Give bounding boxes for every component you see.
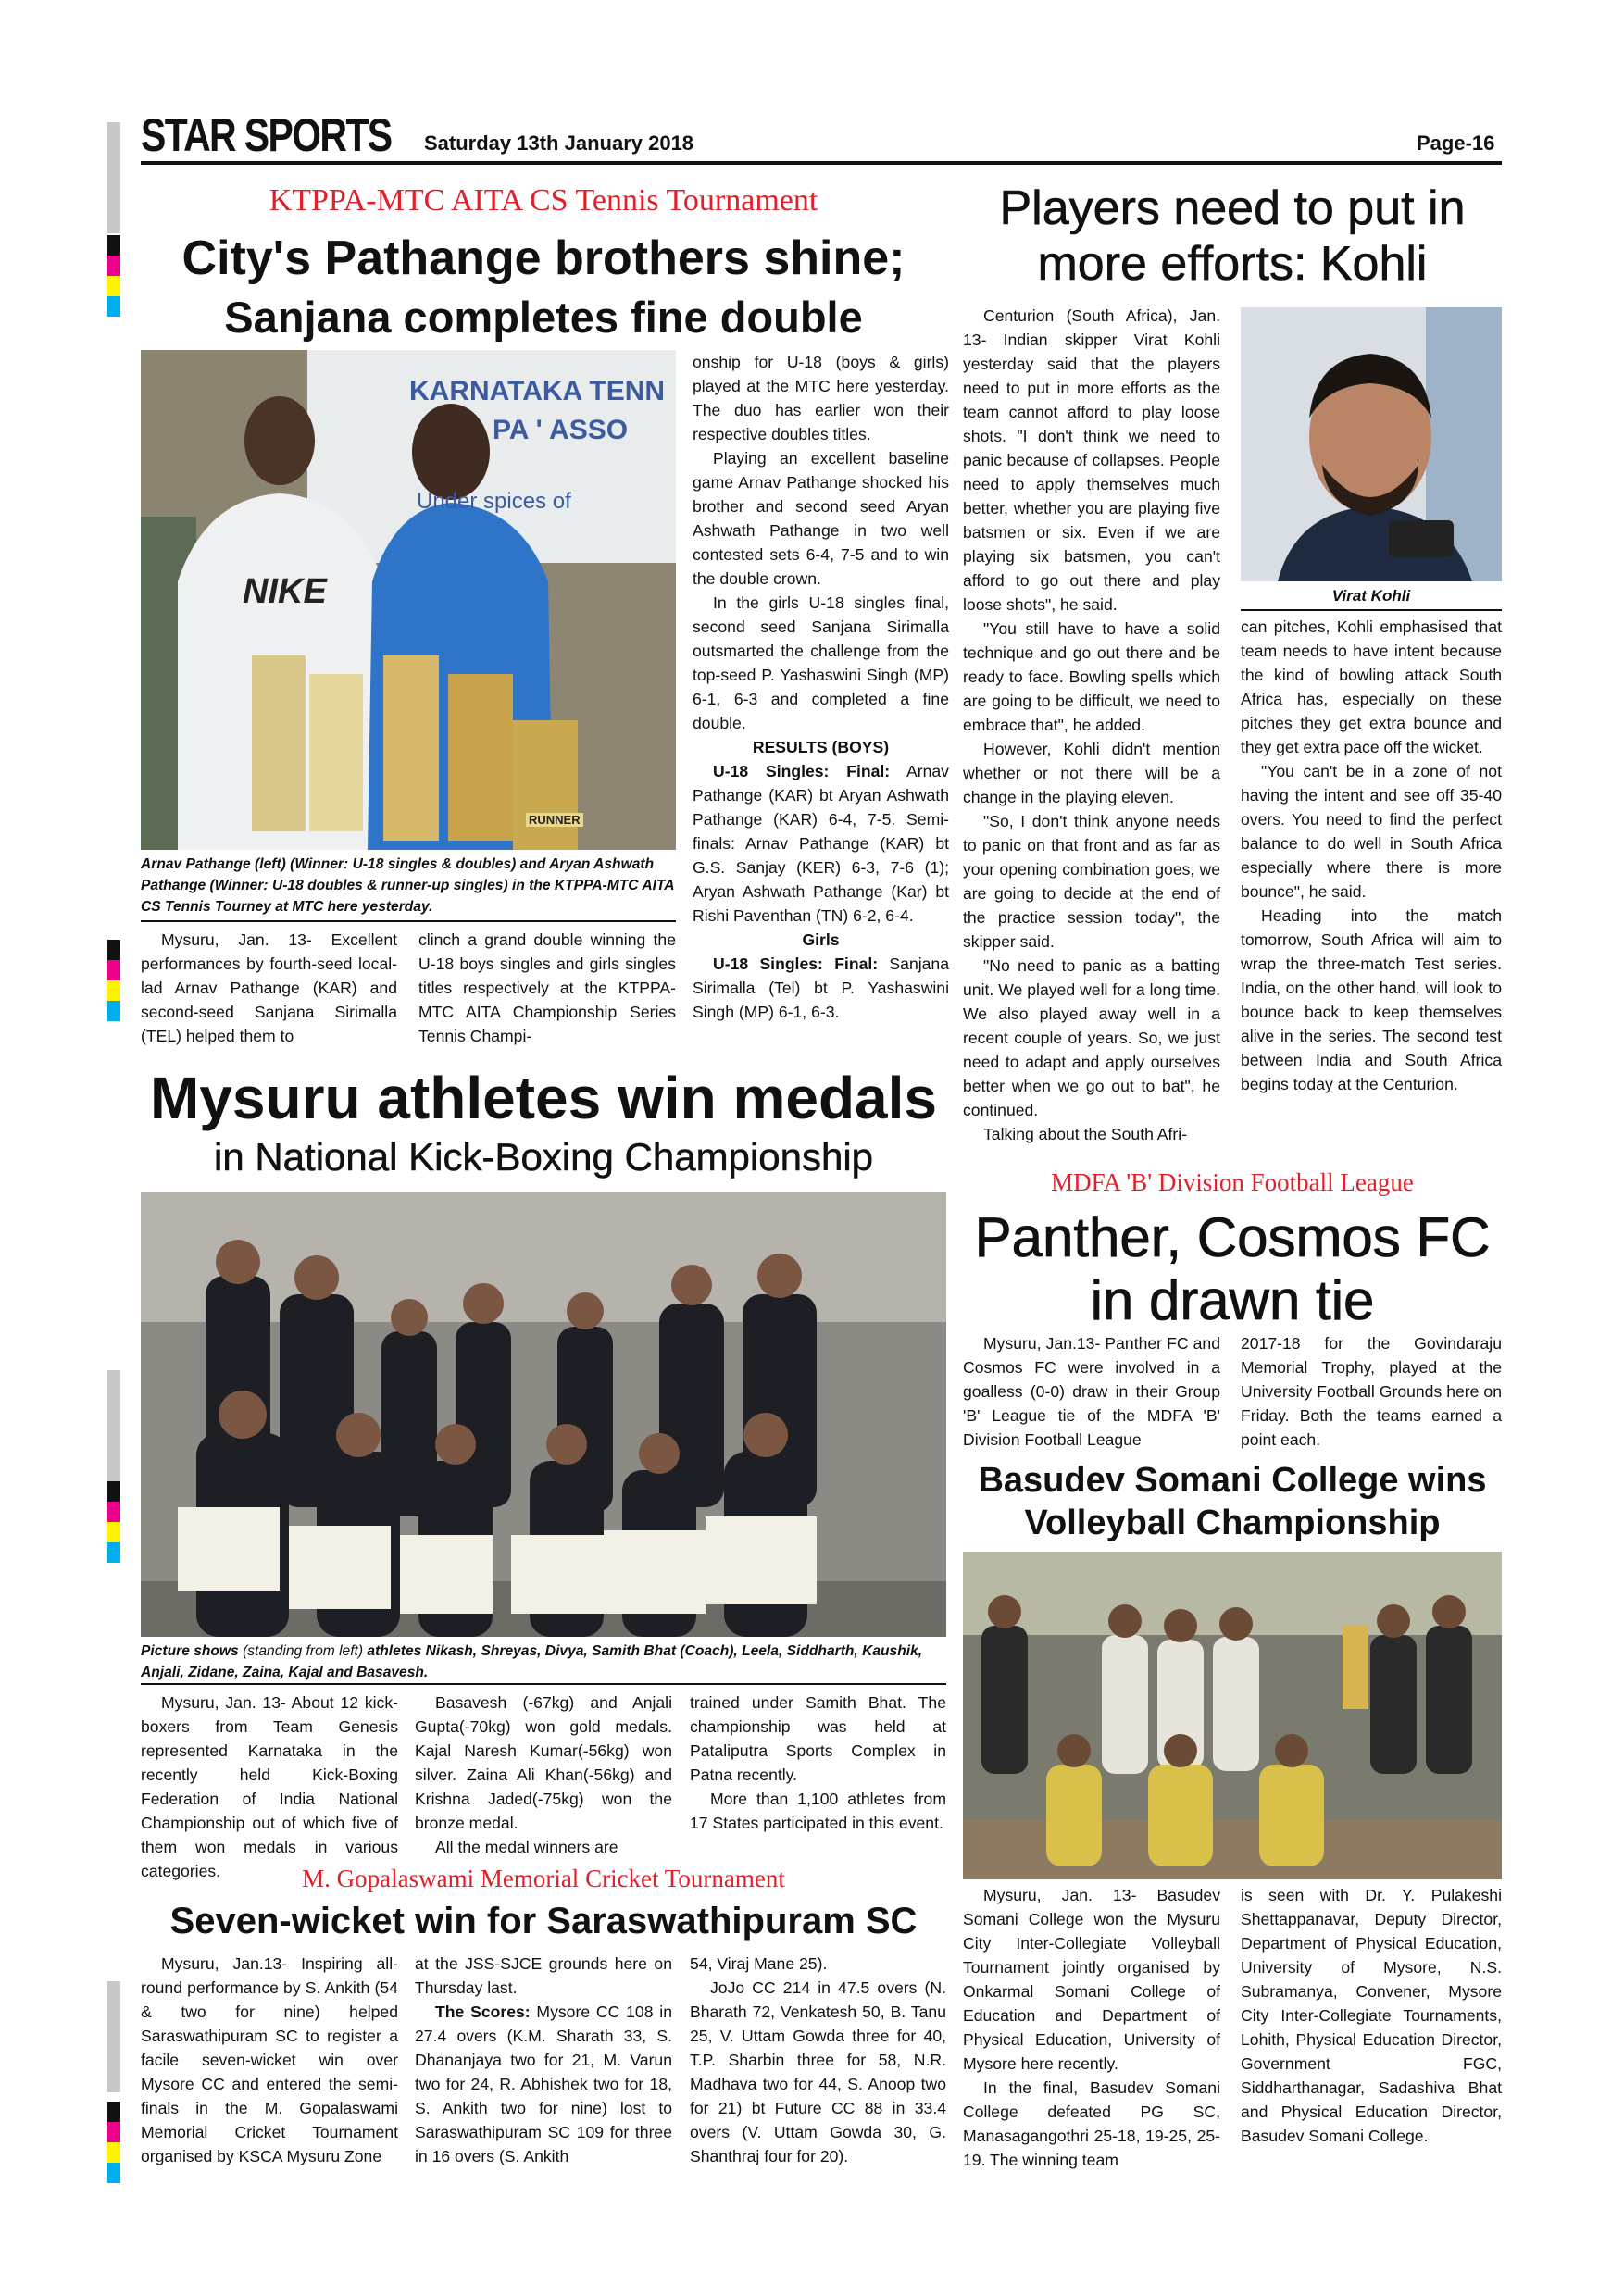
tennis-caption-rule — [141, 920, 676, 922]
cricket-scores-text: Mysore CC 108 in 27.4 overs (K.M. Sharath 33, S. Dhananjaya two for 21, M. Varun two for 24, R. Abhishek two for 18, S. Ankith two for nine) lost to Saraswathipuram SC 109 for three in 16 overs (S. Ankith — [415, 2003, 672, 2165]
kohli-col1-p3: However, Kohli didn't mention whether or not there will be a change in the playing eleven. — [963, 740, 1220, 806]
tennis-col-3 — [693, 350, 949, 1054]
volleyball-headline-line1: Basudev Somani College wins — [978, 1461, 1487, 1500]
tennis-boys-results — [693, 759, 949, 928]
registration-mark-cyan-4 — [107, 2163, 120, 2183]
kickboxing-photo-illustration — [141, 1192, 946, 1637]
masthead-rule — [141, 161, 1502, 165]
football-col-1 — [963, 1331, 1220, 1452]
cricket-col1-text: Mysuru, Jan.13- Inspiring all-round performance by S. Ankith (54 & two for nine) helped Saraswathipuram SC to register a facile seven-wicket win over Mysore CC and entered the semi-finals in the M. Gopalaswami Memorial Cricket Tournament organised by KSCA Mysuru Zone — [141, 1954, 398, 2165]
registration-mark-magenta-4 — [107, 2122, 120, 2142]
tennis-kicker: KTPPA-MTC AITA CS Tennis Tournament — [269, 183, 818, 218]
tennis-shirt-text: NIKE — [243, 572, 327, 611]
tennis-headline-line1: City's Pathange brothers shine; — [181, 231, 906, 285]
registration-mark-cyan-3 — [107, 1542, 120, 1563]
registration-mark-black-2 — [107, 940, 120, 960]
registration-mark-black-3 — [107, 1481, 120, 1502]
tennis-col3-p2: Playing an excellent baseline game Arnav Pathange shocked his brother and second seed Aryan Ashwath Pathange in two well contested sets 6-4, 7-5 and to win the double crown. — [693, 449, 949, 588]
masthead-brand: STAR SPORTS — [141, 109, 392, 161]
kickboxing-photo-caption — [141, 1641, 946, 1683]
cricket-headline: Seven-wicket win for Saraswathipuram SC — [169, 1901, 918, 1941]
masthead-date: Saturday 13th January 2018 — [424, 131, 694, 155]
kickboxing-caption-c: athletes Nikash, Shreyas, Divya, Samith Bhat (Coach), Leela, Siddharth, Kaushik, Anjali, Zidane, Zaina, Kajal and Basavesh. — [141, 1643, 923, 1680]
tennis-trophy-label: RUNNER — [526, 813, 583, 827]
kohli-caption-rule — [1241, 609, 1502, 611]
kohli-col2-p2: "You can't be in a zone of not having the intent and see off 35-40 overs. You need to find the perfect balance to do well in South Africa especially where there is more bounce", he said. — [1241, 762, 1502, 901]
kohli-headline-line1: Players need to put in — [999, 181, 1466, 235]
registration-bar-top-gray — [107, 122, 120, 233]
kohli-photo — [1241, 307, 1502, 581]
registration-mark-yellow-4 — [107, 2142, 120, 2163]
kohli-col-2 — [1241, 615, 1502, 1155]
kohli-col1-p1: Centurion (South Africa), Jan. 13- Indian skipper Virat Kohli yesterday said that the players need to put in more efforts as the team cannot afford to play loose shots. "I don't think we need to panic because of collapses. People need to apply themselves much better, whether you are playing five batsmen or six. Even if we are playing six batsmen, you can't afford to go out there and play loose shots", he said. — [963, 306, 1220, 614]
football-kicker: MDFA 'B' Division Football League — [1051, 1168, 1414, 1196]
volleyball-headline-line2: Volleyball Championship — [1024, 1504, 1441, 1542]
tennis-photo — [141, 350, 676, 850]
volleyball-photo-illustration — [963, 1552, 1502, 1879]
volleyball-col2-text: is seen with Dr. Y. Pulakeshi Shettappanavar, Deputy Director, Department of Physical Education, University of Mysore, N.S. Subramanya, Convener, Mysore City Inter-Collegiate Tournaments, Lohith, Physical Education Director, Government FGC, Siddharthanagar, Sadashiva Bhat and Physical Education Director, Basudev Somani College. — [1241, 1886, 1502, 2145]
tennis-results-boys-heading: RESULTS (BOYS) — [752, 738, 890, 756]
registration-mark-cyan — [107, 296, 120, 317]
kohli-col1-p4: "So, I don't think anyone needs to panic on that front and as far as your opening combination goes, we are going to decide at the end of the practice session today", the skipper said. — [963, 812, 1220, 951]
tennis-col3-p3: In the girls U-18 singles final, second seed Sanjana Sirimalla outsmarted the challenge from the top-seed P. Yashaswini Singh (MP) 6-1, 6-3 and completed a fine double. — [693, 593, 949, 732]
cricket-col3-p2: JoJo CC 214 in 47.5 overs (N. Bharath 72, Venkatesh 50, B. Tanu 25, V. Uttam Gowda three for 40, T.P. Sharbin three for 58, N.R. Madhava two for 44, S. Anoop two for 21) bt Future CC 88 in 33.4 overs (V. Uttam Gowda 30, G. Shanthraj four for 20). — [690, 1978, 946, 2165]
tennis-photo-caption: Arnav Pathange (left) (Winner: U-18 singles & doubles) and Aryan Ashwath Pathange (Winner: U-18 doubles & runner-up singles) in the KTPPA-MTC AITA CS Tennis Tourney at MTC here yesterday. — [141, 856, 674, 915]
tennis-banner-text3: Under spices of — [417, 489, 571, 514]
registration-mark-magenta — [107, 256, 120, 276]
kohli-col1-p2: "You still have to have a solid technique and go out there and be ready to face. Bowling spells which are going to be difficult, we need to embrace that", he added. — [963, 619, 1220, 734]
tennis-col-1 — [141, 928, 397, 1057]
volleyball-col1-p1: Mysuru, Jan. 13- Basudev Somani College won the Mysuru City Inter-Collegiate Volleyball Tournament jointly organised by Onkarmal Somani College of Education and Department of Physical Education, University of Mysore here recently. — [963, 1886, 1220, 2073]
football-headline-line2: in drawn tie — [1090, 1269, 1375, 1331]
volleyball-photo — [963, 1552, 1502, 1879]
tennis-boys-text: Arnav Pathange (KAR) bt Aryan Ashwath Pathange (KAR) 6-4, 7-5. Semi-finals: Arnav Pathange (KAR) bt G.S. Sanjay (KER) 6-3, 7-6 (1); Aryan Ashwath Pathange (Kar) bt Rishi Paventhan (TN) 6-2, 6-4. — [693, 762, 949, 925]
registration-mark-magenta-2 — [107, 960, 120, 980]
kickboxing-headline-line2: in National Kick-Boxing Championship — [213, 1135, 874, 1179]
football-col2-text: 2017-18 for the Govindaraju Memorial Trophy, played at the University Football Grounds here on Friday. Both the teams earned a point each. — [1241, 1334, 1502, 1449]
tennis-col-2 — [418, 928, 676, 1057]
cricket-col-3 — [690, 1952, 946, 2170]
kickboxing-col3-p1: trained under Samith Bhat. The championship was held at Pataliputra Sports Complex in Patna recently. — [690, 1693, 946, 1784]
registration-bar-mid-gray — [107, 1370, 120, 1481]
cricket-kicker: M. Gopalaswami Memorial Cricket Tournament — [302, 1865, 785, 1892]
registration-mark-black-4 — [107, 2102, 120, 2122]
cricket-col-1 — [141, 1952, 398, 2170]
kickboxing-caption-b: (standing from left) — [243, 1643, 364, 1659]
volleyball-col-2 — [1241, 1883, 1502, 2161]
kohli-col1-p6: Talking about the South Afri- — [983, 1125, 1188, 1143]
cricket-scores-label: The Scores: — [435, 2003, 531, 2021]
registration-mark-black — [107, 235, 120, 256]
football-col1-text: Mysuru, Jan.13- Panther FC and Cosmos FC were involved in a goalless (0-0) draw in their Group 'B' League tie of the MDFA 'B' Division Football League — [963, 1334, 1220, 1449]
registration-bar-bottom-gray — [107, 1981, 120, 2092]
football-headline-line1: Panther, Cosmos FC — [974, 1206, 1491, 1268]
masthead-page: Page-16 — [1417, 131, 1495, 155]
tennis-col3-p1: onship for U-18 (boys & girls) played at the MTC here yesterday. The duo has earlier won their respective doubles titles. — [693, 353, 949, 443]
cricket-col3-p1: 54, Viraj Mane 25). — [690, 1954, 828, 1973]
tennis-girls-label: U-18 Singles: Final: — [713, 955, 879, 973]
cricket-col2-p1: at the JSS-SJCE grounds here on Thursday last. — [415, 1954, 672, 1997]
tennis-boys-label: U-18 Singles: Final: — [713, 762, 891, 780]
kickboxing-col-3 — [690, 1691, 946, 1859]
kickboxing-headline-line1: Mysuru athletes win medals — [149, 1065, 938, 1131]
kohli-col1-p5: "No need to panic as a batting unit. We played well for a long time. We also played away well in a recent couple of years. So, we just need to adapt and apply ourselves better when we go out to bat", he continued. — [963, 956, 1220, 1119]
kickboxing-caption-a: Picture shows — [141, 1643, 244, 1659]
kohli-col2-p3: Heading into the match tomorrow, South Africa will aim to wrap the three-match Test series. India, on the other hand, will look to bounce back to keep themselves alive in the series. The second test between India and South Africa begins today at the Centurion. — [1241, 906, 1502, 1093]
kickboxing-col1-text: Mysuru, Jan. 13- About 12 kick-boxers from Team Genesis represented Karnataka in the recently held Kick-Boxing Federation of India National Championship out of which five of them won medals in various categories. — [141, 1693, 398, 1880]
kohli-headline-line2: more efforts: Kohli — [1037, 237, 1428, 291]
kickboxing-col2-p1: Basavesh (-67kg) and Anjali Gupta(-70kg) won gold medals. Kajal Naresh Kumar(-56kg) won silver. Zaina Ali Khan(-56kg) and Krishna Jaded(-75kg) won the bronze medal. — [415, 1693, 672, 1832]
volleyball-col-1 — [963, 1883, 1220, 2169]
tennis-col1-text: Mysuru, Jan. 13- Excellent performances by fourth-seed local-lad Arnav Pathange (KAR) and second-seed Sanjana Sirimalla (TEL) helped them to — [141, 930, 397, 1045]
cricket-col2-scores — [415, 2000, 672, 2168]
tennis-girls-text: Sanjana Sirimalla (Tel) bt P. Yashaswini Singh (MP) 6-1, 6-3. — [693, 955, 949, 1021]
cricket-col-2 — [415, 1952, 672, 2170]
registration-mark-yellow-2 — [107, 980, 120, 1001]
registration-mark-yellow-3 — [107, 1522, 120, 1542]
football-col-2 — [1241, 1331, 1502, 1452]
tennis-banner-text2: PA ' ASSO — [493, 415, 629, 445]
kohli-col-1 — [963, 304, 1220, 1155]
volleyball-col1-p2: In the final, Basudev Somani College defeated PG SC, Manasagangothri 25-18, 19-25, 25-19. The winning team — [963, 2078, 1220, 2169]
tennis-girls-heading: Girls — [802, 930, 840, 949]
kohli-col2-p1: can pitches, Kohli emphasised that team needs to have intent because the kind of bowling attack South Africa has, especially on these pitches they get extra bounce and they get extra pace off the wicket. — [1241, 618, 1502, 756]
kickboxing-col3-p2: More than 1,100 athletes from 17 States participated in this event. — [690, 1790, 946, 1832]
kickboxing-col2-p2: All the medal winners are — [435, 1838, 618, 1856]
kickboxing-col-2 — [415, 1691, 672, 1859]
registration-mark-yellow — [107, 276, 120, 296]
kohli-photo-illustration — [1241, 307, 1502, 581]
kickboxing-photo — [141, 1192, 946, 1637]
tennis-banner-text1: KARNATAKA TENN — [409, 376, 666, 406]
tennis-headline-line2: Sanjana completes fine double — [224, 293, 863, 342]
registration-mark-cyan-2 — [107, 1001, 120, 1021]
kickboxing-caption-rule — [141, 1683, 946, 1685]
registration-mark-magenta-3 — [107, 1502, 120, 1522]
tennis-col2-text: clinch a grand double winning the U-18 boys singles and girls singles titles respectively at the KTPPA-MTC AITA Championship Series Tennis Champi- — [418, 930, 676, 1045]
tennis-girls-results — [693, 952, 949, 1024]
kohli-photo-caption: Virat Kohli — [1331, 587, 1411, 605]
kickboxing-col-1 — [141, 1691, 398, 1880]
